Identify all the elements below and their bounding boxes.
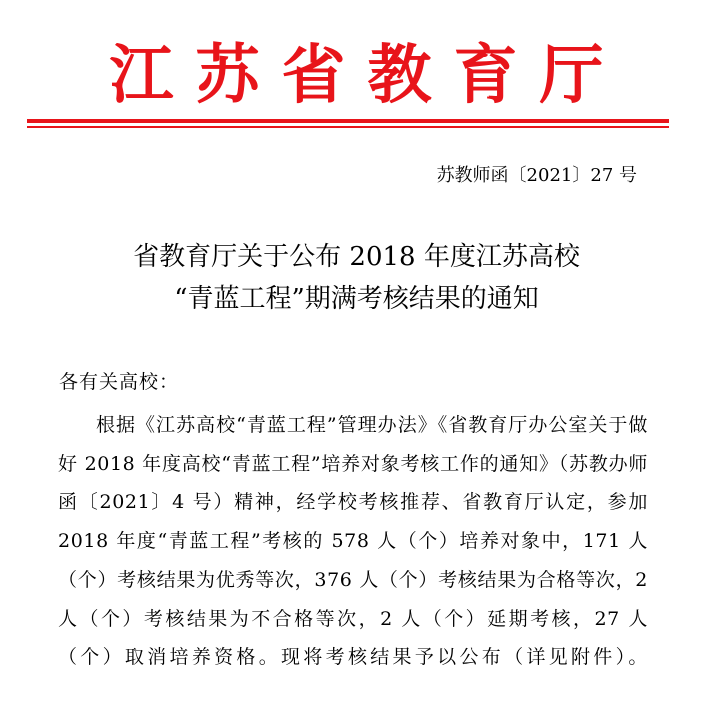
header-rule-thick	[27, 119, 669, 123]
salutation: 各有关高校：	[59, 371, 180, 393]
body-paragraph: 根据《江苏高校“青蓝工程”管理办法》《省教育厅办公室关于做好 2018 年度高校“青蓝工程”培养对象考核工作的通知》（苏教办师函〔2021〕4 号）精神，经学校考核推荐、省教育厅认定，参加 2018 年度“青蓝工程”考核的 578 人（个）培养对象中，171 人（个）考核结果为优秀等次，376 人（个）考核结果为合格等次，2 人（个）考核结果为不合格等次，2 人（个）延期考核，27 人（个）取消培养资格。现将考核结果予以公布（详见附件）。	[58, 414, 648, 669]
issuer-title: 江苏省教育厅	[109, 38, 626, 113]
document-number: 苏教师函〔2021〕27 号	[436, 165, 637, 186]
document-title-line-1: 省教育厅关于公布 2018 年度江苏高校	[133, 242, 580, 272]
header-rule-thin	[27, 126, 669, 128]
document-title-line-2: “青蓝工程”期满考核结果的通知	[174, 284, 539, 314]
